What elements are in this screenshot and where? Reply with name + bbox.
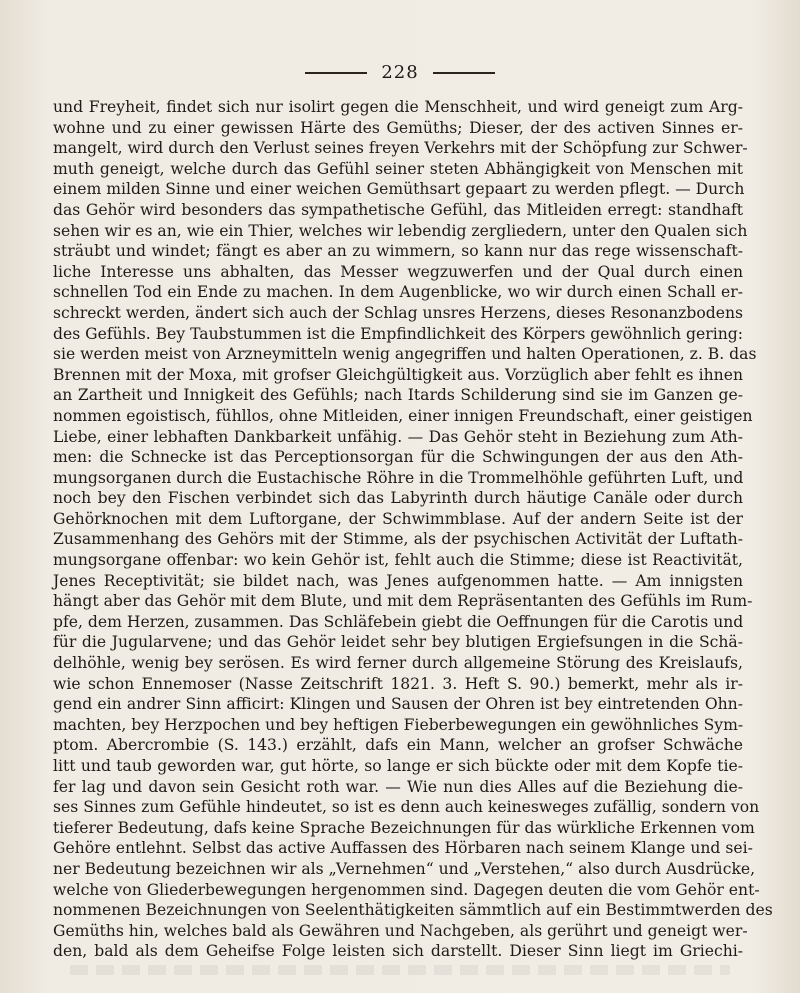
text-line: ptom. Abercrombie (S. 143.) erzählt, dafs ein Mann, welcher an grofser Schwäche bbox=[53, 736, 743, 755]
text-line: men: die Schnecke ist das Perceptionsorgan für die Schwingungen der aus den Ath- bbox=[53, 448, 743, 467]
text-line: an Zartheit und Innigkeit des Gefühls; nach Itards Schilderung sind sie im Ganzen ge- bbox=[53, 386, 743, 405]
text-line: machten, bey Herzpochen und bey heftigen Fieberbewegungen ein gewöhnliches Sym- bbox=[53, 715, 744, 734]
text-line: mungsorganen durch die Eustachische Röhre in die Trommelhöhle geführten Luft, und bbox=[53, 468, 744, 487]
page-header bbox=[0, 62, 800, 83]
text-line: ner Bedeutung bezeichnen wir als „Vernehmen“ und „Verstehen,“ also durch Ausdrücke, bbox=[53, 859, 756, 878]
text-line: Zusammenhang des Gehörs mit der Stimme, als der psychischen Activität der Luftath- bbox=[53, 530, 743, 549]
text-line: noch bey den Fischen verbindet sich das Labyrinth durch häutige Canäle oder durch bbox=[53, 489, 743, 508]
text-line: sträubt und windet; fängt es aber an zu wimmern, so kann nur das rege wissenschaft- bbox=[53, 242, 743, 261]
text-line: muth geneigt, welche durch das Gefühl seiner steten Abhängigkeit von Menschen mit bbox=[53, 159, 743, 178]
text-line: hängt aber das Gehör mit dem Blute, und mit dem Repräsentanten des Gefühls im Rum- bbox=[53, 592, 753, 611]
text-line: wie schon Ennemoser (Nasse Zeitschrift 1821. 3. Heft S. 90.) bemerkt, mehr als ir- bbox=[53, 674, 743, 693]
text-line: liche Interesse uns abhalten, das Messer wegzuwerfen und der Qual durch einen bbox=[53, 262, 743, 281]
text-line: den, bald als dem Geheifse Folge leisten sich darstellt. Dieser Sinn liegt im Griechi- bbox=[53, 942, 743, 961]
text-line: litt und taub geworden war, gut hörte, so lange er sich bückte oder mit dem Kopfe tie- bbox=[53, 757, 743, 775]
text-line: gend ein andrer Sinn afficirt: Klingen und Sausen der Ohren ist bey eintretenden Ohn- bbox=[53, 695, 743, 714]
text-line: und Freyheit, findet sich nur isolirt gegen die Menschheit, und wird geneigt zum Arg- bbox=[53, 98, 743, 116]
text-line: welche von Gliederbewegungen hergenommen sind. Dagegen deuten die vom Gehör ent- bbox=[53, 880, 760, 899]
text-line: delhöhle, wenig bey serösen. Es wird ferner durch allgemeine Störung des Kreislaufs, bbox=[53, 654, 743, 673]
text-line: Brennen mit der Moxa, mit grofser Gleichgültigkeit aus. Vorzüglich aber fehlt es ihnen bbox=[53, 365, 743, 384]
text-line: fer lag und davon sein Gesicht roth war. — Wie nun dies Alles auf die Beziehung die- bbox=[53, 777, 743, 796]
page-number: 228 bbox=[381, 62, 419, 83]
text-line: Liebe, einer lebhaften Dankbarkeit unfähig. — Das Gehör steht in Beziehung zum Ath- bbox=[53, 427, 743, 446]
text-line: schreckt werden, ändert sich auch der Schlag unsres Herzens, dieses Resonanzbodens bbox=[53, 303, 743, 322]
text-line: nommen egoistisch, fühllos, ohne Mitleiden, einer innigen Freundschaft, einer geistigen bbox=[53, 406, 753, 425]
text-line: das Gehör wird besonders das sympathetische Gefühl, das Mitleiden erregt: standhaft bbox=[53, 200, 743, 219]
bleed-through-text bbox=[70, 965, 730, 975]
text-line: sie werden meist von Arzneymitteln wenig angegriffen und halten Operationen, z. B. das bbox=[53, 345, 757, 364]
text-line: für die Jugularvene; und das Gehör leidet sehr bey blutigen Ergiefsungen in die Schä- bbox=[53, 633, 743, 652]
text-line: wohne und zu einer gewissen Härte des Gemüths; Dieser, der des activen Sinnes er- bbox=[53, 118, 743, 137]
header-rule-right bbox=[433, 72, 495, 74]
text-line: pfe, dem Herzen, zusammen. Das Schläfebein giebt die Oeffnungen für die Carotis und bbox=[53, 612, 744, 631]
text-line: des Gefühls. Bey Taubstummen ist die Empfindlichkeit des Körpers gewöhnlich gering: bbox=[53, 324, 743, 343]
text-line: tieferer Bedeutung, dafs keine Sprache Bezeichnungen für das würkliche Erkennen vom bbox=[53, 818, 755, 837]
text-line: Gehöre entlehnt. Selbst das active Auffassen des Hörbaren nach seinem Klange und sei- bbox=[53, 839, 753, 858]
text-line: sehen wir es an, wie ein Thier, welches wir lebendig zergliedern, unter den Qualen sich bbox=[53, 221, 748, 240]
text-line: einem milden Sinne und einer weichen Gemüthsart gepaart zu werden pflegt. — Durch bbox=[53, 180, 745, 199]
text-line: nommenen Bezeichnungen von Seelenthätigkeiten sämmtlich auf ein Bestimmtwerden des bbox=[53, 901, 773, 920]
header-rule-left bbox=[305, 72, 367, 74]
text-line: Gemüths hin, welches bald als Gewähren und Nachgeben, als gerührt und geneigt wer- bbox=[53, 921, 748, 940]
text-line: ses Sinnes zum Gefühle hindeutet, so ist es denn auch keinesweges zufällig, sondern von bbox=[53, 798, 760, 817]
text-line: mangelt, wird durch den Verlust seines freyen Verkehrs mit der Schöpfung zur Schwer- bbox=[53, 139, 748, 158]
body-text bbox=[53, 97, 773, 962]
text-line: schnellen Tod ein Ende zu machen. In dem Augenblicke, wo wir durch einen Schall er- bbox=[53, 283, 743, 302]
text-line: Jenes Receptivität; sie bildet nach, was Jenes aufgenommen hatte. — Am innigsten bbox=[53, 571, 743, 590]
text-line: mungsorgane offenbar: wo kein Gehör ist, fehlt auch die Stimme; diese ist Reactivität, bbox=[53, 551, 743, 570]
text-line: Gehörknochen mit dem Luftorgane, der Schwimmblase. Auf der andern Seite ist der bbox=[53, 509, 743, 528]
